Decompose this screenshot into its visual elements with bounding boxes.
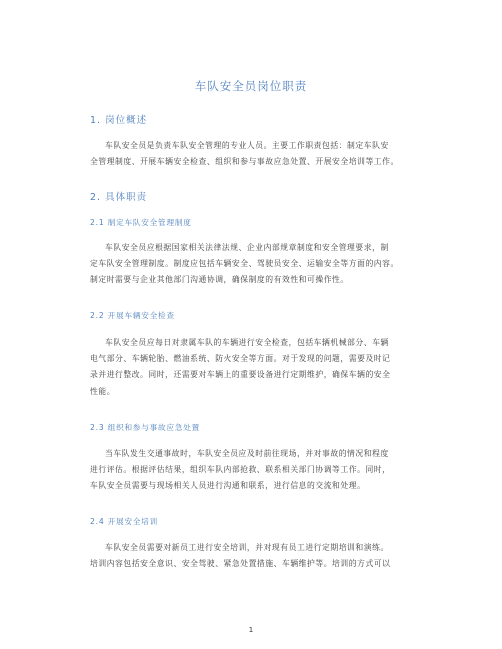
paragraph-line: 电气部分、车辆轮胎、燃油系统、防火安全等方面。对于发现的问题，需要及时记 bbox=[90, 354, 391, 364]
subsection-heading-2-4: 2.4 开展安全培训 bbox=[90, 517, 159, 526]
section-heading-overview: 1. 岗位概述 bbox=[90, 115, 148, 126]
paragraph-line: 定车队安全管理制度。制度应包括车辆安全、驾驶员安全、运输安全等方面的内容。 bbox=[90, 259, 399, 269]
paragraph-line: 性能。 bbox=[90, 386, 116, 396]
subsection-heading-2-1: 2.1 制定车队安全管理制度 bbox=[90, 218, 192, 227]
paragraph-line: 车队安全员需要对新员工进行安全培训，并对现有员工进行定期培训和演练。 bbox=[105, 543, 389, 552]
paragraph-line: 车队安全员是负责车队安全管理的专业人员。主要工作职责包括：制定车队安 bbox=[105, 141, 389, 150]
overview-paragraph bbox=[90, 138, 420, 170]
paragraph-line: 当车队发生交通事故时，车队安全员应及时前往现场，并对事故的情况和程度 bbox=[105, 449, 389, 458]
paragraph-line: 全管理制度、开展车辆安全检查、组织和参与事故应急处置、开展安全培训等工作。 bbox=[90, 157, 399, 167]
subsection-heading-2-3: 2.3 组织和参与事故应急处置 bbox=[90, 423, 201, 432]
paragraph-line: 车队安全员需要与现场相关人员进行沟通和联系，进行信息的交流和处理。 bbox=[90, 481, 366, 491]
paragraph-line: 车队安全员应每日对隶属车队的车辆进行安全检查，包括车辆机械部分、车辆 bbox=[105, 338, 389, 347]
subsection-2-4-paragraph bbox=[90, 540, 420, 572]
subsection-2-1-paragraph bbox=[90, 240, 420, 289]
paragraph-line: 进行评估。根据评估结果，组织车队内部抢救、联系相关部门协调等工作。同时， bbox=[90, 465, 391, 475]
page-number: 1 bbox=[248, 626, 254, 634]
subsection-2-3-paragraph bbox=[90, 446, 420, 495]
section-heading-duties: 2. 具体职责 bbox=[90, 192, 148, 203]
page-title: 车队安全员岗位职责 bbox=[194, 79, 308, 93]
subsection-2-2-paragraph bbox=[90, 335, 420, 400]
paragraph-line: 培训内容包括安全意识、安全驾驶、紧急处置措施、车辆维护等。培训的方式可以 bbox=[90, 559, 391, 569]
paragraph-line: 制定时需要与企业其他部门沟通协调，确保制度的有效性和可操作性。 bbox=[90, 275, 349, 285]
paragraph-line: 录并进行整改。同时，还需要对车辆上的重要设备进行定期维护，确保车辆的安全 bbox=[90, 370, 391, 380]
subsection-heading-2-2: 2.2 开展车辆安全检查 bbox=[90, 311, 175, 320]
paragraph-line: 车队安全员应根据国家相关法律法规、企业内部规章制度和安全管理要求，制 bbox=[105, 243, 389, 252]
